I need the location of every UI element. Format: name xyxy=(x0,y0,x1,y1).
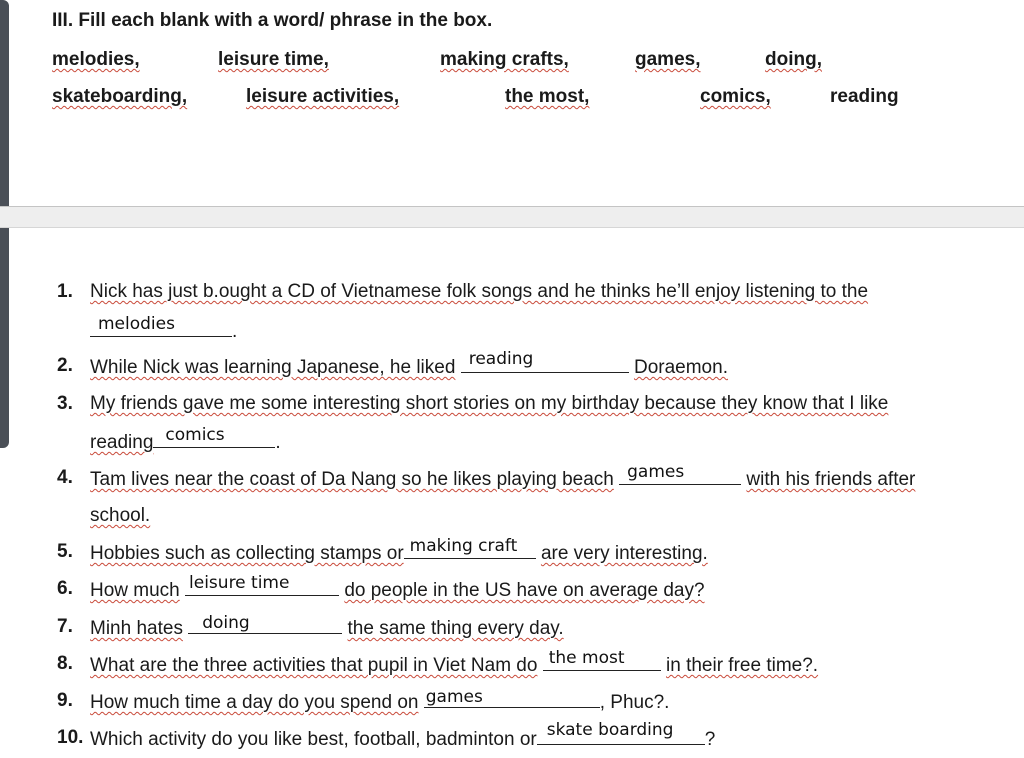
question-text: . xyxy=(275,432,281,453)
question-text: , Phuc?. xyxy=(599,692,670,713)
answer-blank[interactable] xyxy=(90,314,232,337)
question-number: 1. xyxy=(57,281,73,302)
question-line xyxy=(90,573,705,602)
question-line xyxy=(90,314,238,343)
question-line xyxy=(90,613,564,640)
word-box-item: games, xyxy=(635,49,701,70)
question-text: Minh hates xyxy=(90,618,183,639)
question-text: do people in the US have on average day? xyxy=(344,580,705,601)
question-text: reading xyxy=(90,432,154,453)
handwritten-answer: doing xyxy=(202,613,250,633)
handwritten-answer: games xyxy=(425,687,483,707)
question-text: ? xyxy=(704,729,716,750)
question-line xyxy=(90,720,716,751)
word-box-item: leisure time, xyxy=(218,49,329,70)
word-box-item: reading xyxy=(830,86,899,107)
question-line xyxy=(90,462,916,491)
answer-blank[interactable] xyxy=(188,613,342,634)
word-box-item: melodies, xyxy=(52,49,140,70)
question-line xyxy=(90,536,708,565)
question-text: with his friends after xyxy=(746,469,916,490)
question-text: My friends gave me some interesting short stories on my birthday because they know that I like xyxy=(90,393,889,414)
question-text: . xyxy=(232,321,238,342)
section-divider xyxy=(0,206,1024,228)
handwritten-answer: making craft xyxy=(409,536,518,556)
question-number: 4. xyxy=(57,467,73,488)
handwritten-answer: games xyxy=(627,462,685,482)
question-number: 3. xyxy=(57,393,73,414)
question-text: in their free time?. xyxy=(666,655,819,676)
word-box-item: comics, xyxy=(700,86,771,107)
word-box-item: the most, xyxy=(505,86,590,107)
handwritten-answer: comics xyxy=(165,425,225,445)
question-text: are very interesting. xyxy=(540,543,708,564)
answer-blank[interactable] xyxy=(543,648,661,671)
question-number: 8. xyxy=(57,653,73,674)
question-text: the same thing every day. xyxy=(347,618,564,639)
handwritten-answer: skate boarding xyxy=(546,720,674,740)
word-box-item: leisure activities, xyxy=(246,86,400,107)
exercise-heading: III. Fill each blank with a word/ phrase in the box. xyxy=(52,10,493,31)
word-box-item: making crafts, xyxy=(440,49,569,70)
question-number: 7. xyxy=(57,616,73,637)
handwritten-answer: the most xyxy=(548,648,625,668)
question-text: How much time a day do you spend on xyxy=(90,692,419,713)
question-line xyxy=(90,687,670,714)
handwritten-answer: reading xyxy=(468,349,534,369)
answer-blank[interactable] xyxy=(619,462,741,485)
answer-blank[interactable] xyxy=(185,573,339,596)
question-line xyxy=(90,648,819,677)
question-text: Nick has just b.ought a CD of Vietnamese folk songs and he thinks he’ll enjoy listening to the xyxy=(90,281,869,302)
answer-blank[interactable] xyxy=(424,687,600,708)
question-text: Tam lives near the coast of Da Nang so he likes playing beach xyxy=(90,469,614,490)
question-number: 10. xyxy=(57,727,84,748)
question-text: What are the three activities that pupil in Viet Nam do xyxy=(90,655,538,676)
question-line xyxy=(90,425,281,454)
question-text: Which activity do you like best, football, badminton or xyxy=(90,729,537,750)
answer-blank[interactable] xyxy=(404,536,536,559)
word-box-item: skateboarding, xyxy=(52,86,188,107)
question-text: Hobbies such as collecting stamps or xyxy=(90,543,404,564)
answer-blank[interactable] xyxy=(153,425,275,448)
question-number: 6. xyxy=(57,578,73,599)
question-text: While Nick was learning Japanese, he liked xyxy=(90,357,456,378)
handwritten-answer: melodies xyxy=(98,314,175,334)
word-box-item: doing, xyxy=(765,49,822,70)
question-number: 2. xyxy=(57,355,73,376)
answer-blank[interactable] xyxy=(537,720,705,745)
question-line xyxy=(90,349,728,379)
question-number: 5. xyxy=(57,541,73,562)
answer-blank[interactable] xyxy=(461,349,629,373)
question-text: Doraemon. xyxy=(633,357,728,378)
handwritten-answer: leisure time xyxy=(189,573,290,593)
question-number: 9. xyxy=(57,690,73,711)
question-text: school. xyxy=(90,505,151,526)
question-text: How much xyxy=(90,580,180,601)
